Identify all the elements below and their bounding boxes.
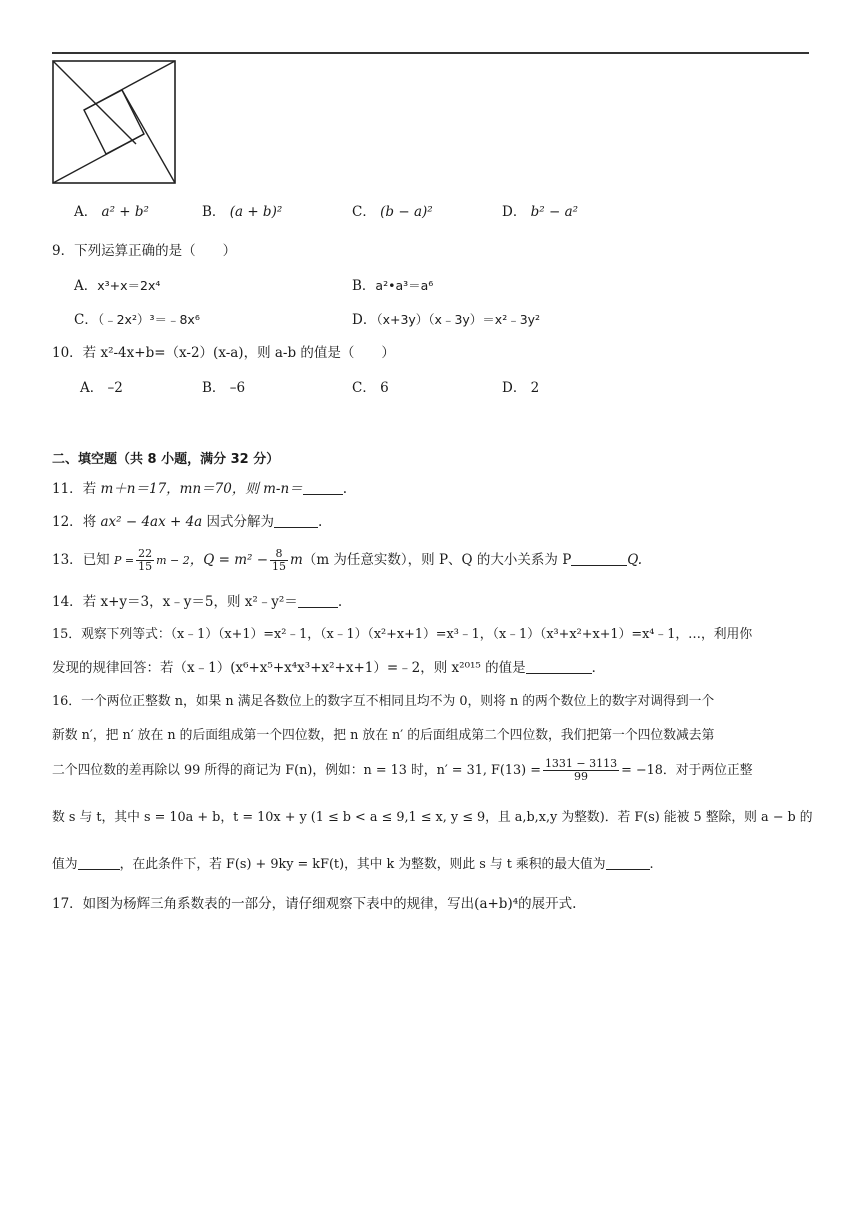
square-figure (52, 60, 176, 184)
section-title: 二、填空题（共 8 小题，满分 32 分） (52, 452, 280, 467)
q9-stem: 9．下列运算正确的是（ ） (52, 243, 237, 259)
q16-line2: 新数 n′，把 n′ 放在 n 的后面组成第一个四位数，把 n 放在 n′ 的后面组成第二个四位数，我们把第一个四位数减去第 (52, 728, 715, 743)
q8-option-d: D． b² − a² (502, 204, 579, 220)
q12: 12．将 ax² − 4ax + 4a 因式分解为 . (52, 514, 323, 530)
header-rule (52, 52, 809, 54)
q16-line1: 16．一个两位正整数 n，如果 n 满足各数位上的数字互不相同且均不为 0，则将 n 的两个数位上的数字对调得到一个 (52, 694, 715, 709)
answer-blank (78, 855, 120, 870)
q10-option-a: A． –2 (80, 380, 123, 396)
q9-option-b: B．a²•a³＝a⁶ (352, 278, 434, 294)
q9-option-a: A．x³+x＝2x⁴ (74, 278, 161, 294)
q8-option-b: B． (a + b)² (202, 204, 283, 220)
answer-blank (303, 480, 343, 495)
q8-option-a: A． a² + b² (74, 204, 149, 220)
answer-blank (298, 593, 338, 608)
q13: 13．已知 P = $\frac{22}{15}$ m − 2，Q = m² − $\frac{8}{15}$ m（m 为任意实数），则 P、Q 的大小关系为 P Q. (52, 547, 642, 573)
q9-option-c: C．（﹣2x²）³＝﹣8x⁶ (74, 312, 200, 328)
q16-line4: 数 s 与 t，其中 s = 10a + b，t = 10x + y (1 ≤ b < a ≤ 9,1 ≤ x, y ≤ 9，且 a,b,x,y 为整数)．若 F(s) 能被 5 整除，则 a − b 的 (52, 810, 813, 825)
q9-option-d: D．（x+3y）（x﹣3y）＝x²﹣3y² (352, 312, 541, 328)
q14: 14．若 x+y＝3，x﹣y＝5，则 x²﹣y²＝ . (52, 594, 343, 610)
q10-option-c: C． 6 (352, 380, 389, 396)
q15-line1: 15．观察下列等式：（x﹣1）（x+1）=x²﹣1，（x﹣1）（x²+x+1）=x³﹣1，（x﹣1）（x³+x²+x+1）=x⁴﹣1，…，利用你 (52, 627, 753, 642)
q10-option-b: B． –6 (202, 380, 246, 396)
q11: 11．若 m＋n＝17，mn＝70，则 m-n＝ . (52, 481, 347, 497)
q8-option-c: C． (b − a)² (352, 204, 433, 220)
q16-line3: 二个四位数的差再除以 99 所得的商记为 F(n)，例如：n = 13 时，n′ = 31, F(13) = $\frac{1331 - 3113}{99}$ = −18．对于两位正整 (52, 757, 753, 783)
q10-option-d: D． 2 (502, 380, 540, 396)
q16-line5: 值为 ，在此条件下，若 F(s) + 9ky = kF(t)，其中 k 为整数，则此 s 与 t 乘积的最大值为 . (52, 857, 654, 872)
answer-blank (526, 659, 592, 674)
q10-stem: 10．若 x²-4x+b=（x-2）(x-a)，则 a-b 的值是（ ） (52, 345, 395, 361)
answer-blank (571, 551, 627, 566)
answer-blank (606, 855, 650, 870)
answer-blank (274, 513, 318, 528)
q15-line2: 发现的规律回答：若（x﹣1）(x⁶+x⁵+x⁴x³+x²+x+1）=﹣2，则 x²⁰¹⁵ 的值是 ． (52, 660, 606, 676)
q17: 17．如图为杨辉三角系数表的一部分，请仔细观察下表中的规律，写出(a+b)⁴的展开式. (52, 896, 577, 912)
